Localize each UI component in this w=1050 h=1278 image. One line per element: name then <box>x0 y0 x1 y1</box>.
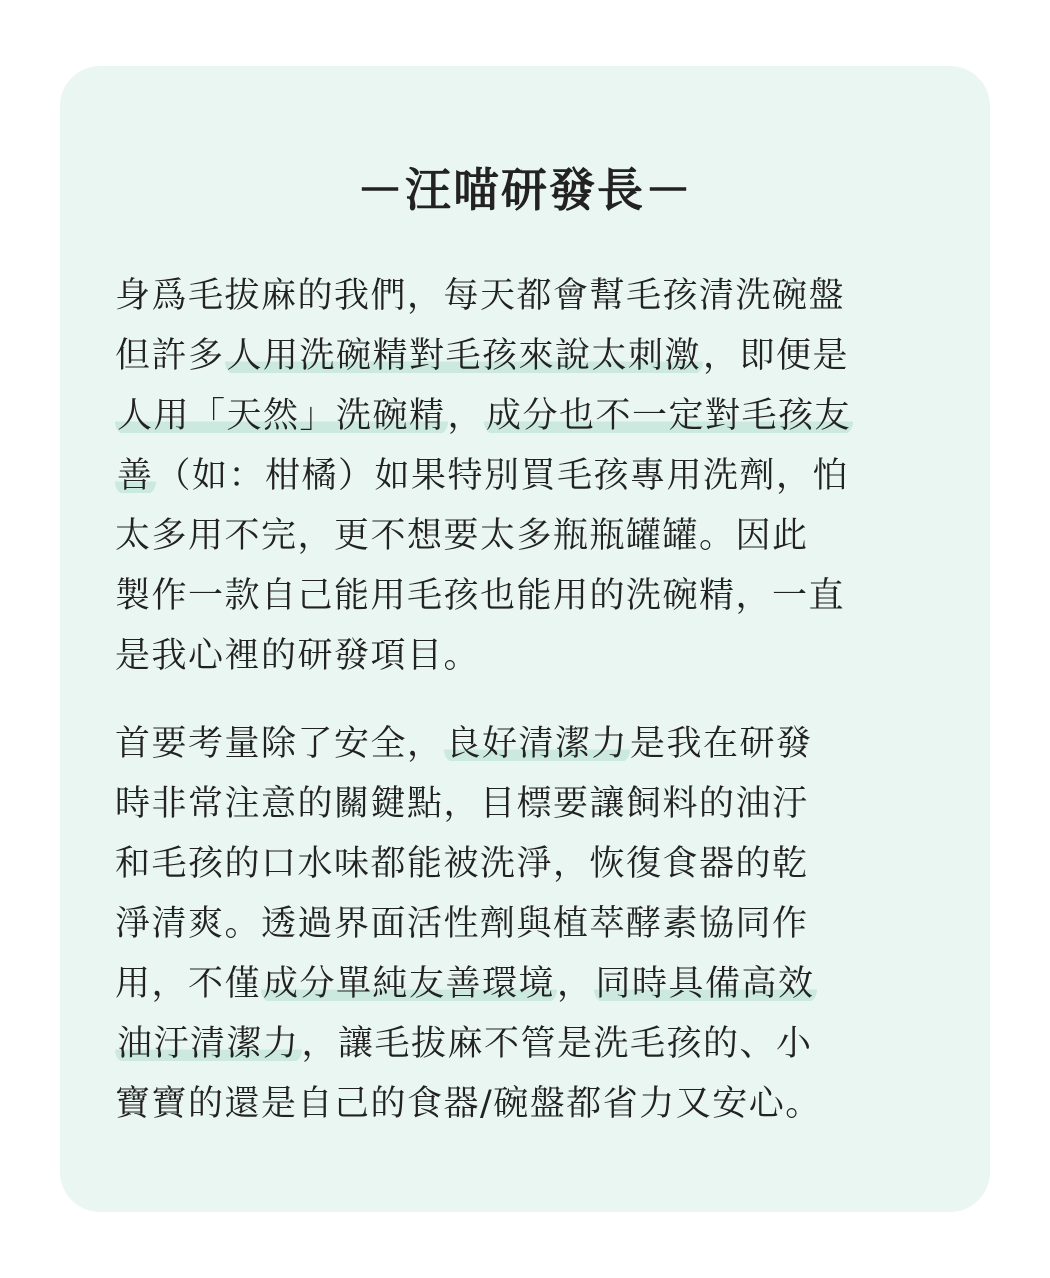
text-segment: 是我在研發 <box>630 724 813 764</box>
text-segment: 淨清爽。透過界面活性劑與植萃酵素協同作 <box>115 904 809 944</box>
text-segment: ， <box>447 396 485 436</box>
cleaning-paragraph <box>115 714 940 1134</box>
highlighted-text: 人用洗碗精對毛孩來說太刺激 <box>226 336 702 376</box>
highlighted-text: 同時具備高效 <box>595 964 815 1004</box>
text-line <box>115 1074 940 1134</box>
text-line <box>115 446 940 506</box>
highlighted-text: 成分也不一定對毛孩友 <box>486 396 852 436</box>
section-title: －汪喵研發長－ <box>357 163 693 217</box>
highlighted-text: 成分單純友善環境 <box>263 964 556 1004</box>
text-line <box>115 326 940 386</box>
text-line <box>115 834 940 894</box>
intro-paragraph <box>115 266 940 686</box>
text-segment: 製作一款自己能用毛孩也能用的洗碗精，一直 <box>115 576 846 616</box>
highlighted-text: 油汙清潔力 <box>117 1024 300 1064</box>
highlighted-text: 善 <box>117 456 154 496</box>
text-segment: ， <box>557 964 594 1004</box>
text-segment: 是我心裡的研發項目。 <box>115 636 481 676</box>
text-line <box>115 774 940 834</box>
text-segment: （如：柑橘）如果特別買毛孩專用洗劑，怕 <box>155 456 850 496</box>
text-line <box>115 506 940 566</box>
text-segment: 時非常注意的關鍵點，目標要讓飼料的油汙 <box>115 784 809 824</box>
text-segment: 和毛孩的口水味都能被洗淨，恢復食器的乾 <box>115 844 809 884</box>
text-line <box>115 566 940 626</box>
highlighted-text: 人用「天然」洗碗精 <box>117 396 446 436</box>
text-segment: 太多用不完，更不想要太多瓶瓶罐罐。因此 <box>115 516 809 556</box>
highlighted-text: 良好清潔力 <box>445 724 629 764</box>
text-line <box>115 266 940 326</box>
text-line <box>115 894 940 954</box>
text-line <box>115 386 940 446</box>
text-segment: 寶寶的還是自己的食器/碗盤都省力又安心。 <box>115 1084 822 1124</box>
text-segment: ，讓毛拔麻不管是洗毛孩的、小 <box>301 1024 813 1064</box>
text-segment: 身爲毛拔麻的我們，每天都會幫毛孩清洗碗盤 <box>115 276 846 316</box>
text-line <box>115 714 940 774</box>
text-line <box>115 954 940 1014</box>
text-line <box>115 1014 940 1074</box>
text-segment: ，即便是 <box>703 336 850 376</box>
text-line <box>115 626 940 686</box>
text-segment: 用，不僅 <box>115 964 262 1004</box>
text-segment: 首要考量除了安全， <box>115 724 444 764</box>
text-segment: 但許多 <box>115 336 225 376</box>
